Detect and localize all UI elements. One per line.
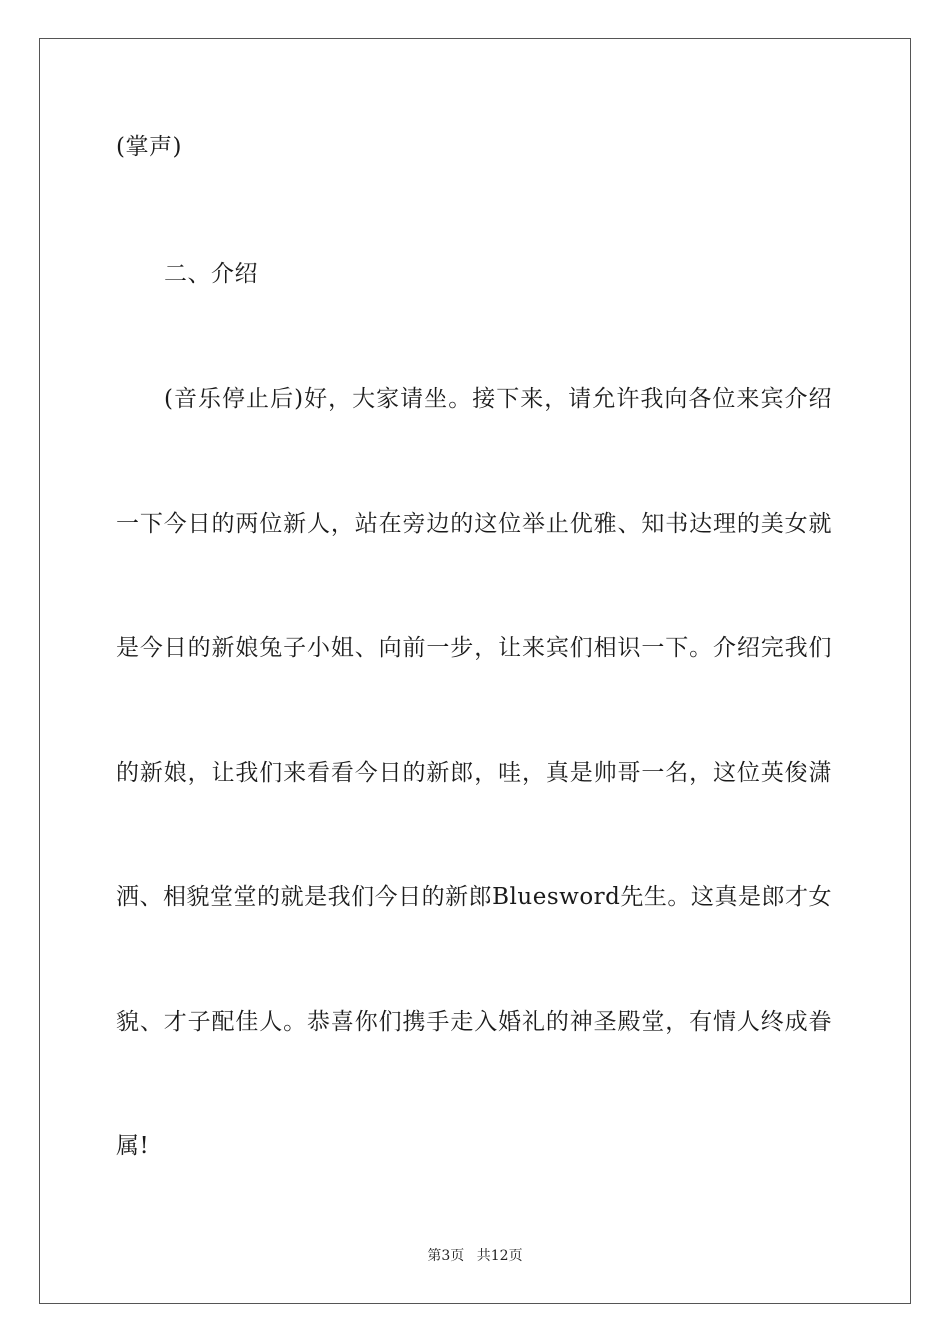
page-footer bbox=[0, 1247, 950, 1265]
page-number: 第3页 bbox=[427, 1248, 465, 1264]
paragraph-line: 属! bbox=[116, 1133, 150, 1159]
paragraph-line: 的新娘，让我们来看看今日的新郎，哇，真是帅哥一名，这位英俊潇 bbox=[116, 760, 832, 786]
page-total: 共12页 bbox=[476, 1248, 523, 1264]
paragraph-line: 洒、相貌堂堂的就是我们今日的新郎Bluesword先生。这真是郎才女 bbox=[116, 884, 832, 910]
section-heading-introduction: 二、介绍 bbox=[164, 261, 258, 287]
page-border bbox=[39, 38, 911, 1304]
paragraph-line: 貌、才子配佳人。恭喜你们携手走入婚礼的神圣殿堂，有情人终成眷 bbox=[116, 1009, 832, 1035]
paragraph-applause: (掌声) bbox=[116, 134, 182, 160]
paragraph-line: 是今日的新娘兔子小姐、向前一步，让来宾们相识一下。介绍完我们 bbox=[116, 635, 832, 661]
paragraph-line: (音乐停止后)好，大家请坐。接下来，请允许我向各位来宾介绍 bbox=[164, 386, 832, 412]
paragraph-line: 一下今日的两位新人，站在旁边的这位举止优雅、知书达理的美女就 bbox=[116, 511, 832, 537]
